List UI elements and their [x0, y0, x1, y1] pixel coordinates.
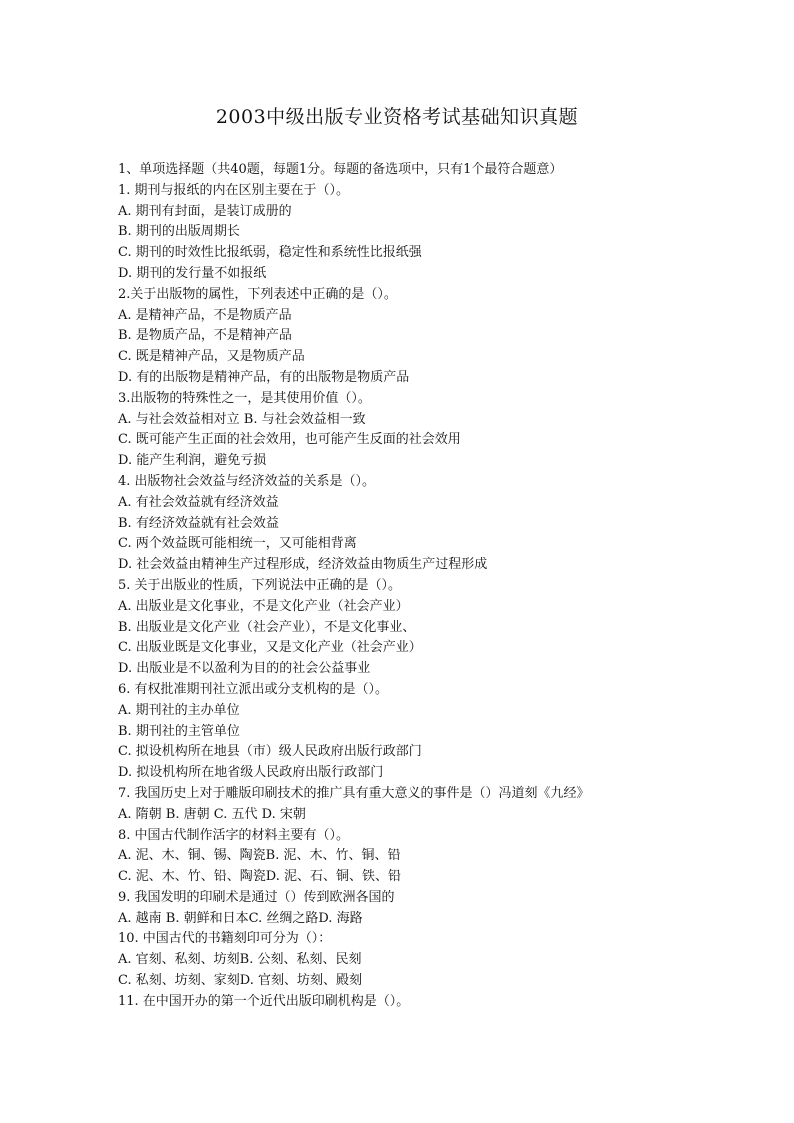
text-line: A. 隋朝 B. 唐朝 C. 五代 D. 宋朝 — [118, 806, 306, 822]
text-line: 1. 期刊与报纸的内在区别主要在于（）。 — [118, 182, 350, 198]
text-line: C. 出版业既是文化事业，又是文化产业（社会产业） — [118, 640, 422, 656]
text-line: C. 私刻、坊刻、家刻D. 官刻、坊刻、殿刻 — [118, 973, 362, 989]
text-line: B. 期刊的出版周期长 — [118, 224, 240, 240]
text-line: 3.出版物的特殊性之一，是其使用价值（）。 — [118, 390, 371, 406]
text-line: A. 泥、木、铜、锡、陶瓷B. 泥、木、竹、铜、铅 — [118, 848, 401, 864]
text-line: A. 越南 B. 朝鲜和日本C. 丝绸之路D. 海路 — [118, 910, 363, 926]
text-line: D. 拟设机构所在地省级人民政府出版行政部门 — [118, 765, 384, 781]
text-line: D. 出版业是不以盈利为目的的社会公益事业 — [118, 661, 371, 677]
text-line: 11. 在中国开办的第一个近代出版印刷机构是（）。 — [118, 993, 410, 1009]
text-line: 8. 中国古代制作活字的材料主要有（）。 — [118, 827, 350, 843]
text-line: A. 是精神产品，不是物质产品 — [118, 307, 292, 323]
text-line: 4. 出版物社会效益与经济效益的关系是（）。 — [118, 473, 376, 489]
text-line: A. 期刊有封面，是装订成册的 — [118, 203, 292, 219]
text-line: 2.关于出版物的属性，下列表述中正确的是（）。 — [118, 286, 397, 302]
text-line: D. 社会效益由精神生产过程形成，经济效益由物质生产过程形成 — [118, 557, 488, 573]
text-line: C. 两个效益既可能相统一，又可能相背离 — [118, 536, 357, 552]
text-line: A. 官刻、私刻、坊刻B. 公刻、私刻、民刻 — [118, 952, 362, 968]
text-line: 10. 中国古代的书籍刻印可分为（）： — [118, 931, 332, 947]
text-line: C. 泥、木、竹、铅、陶瓷D. 泥、石、铜、铁、铅 — [118, 869, 401, 885]
document-body — [118, 160, 768, 1013]
text-line: B. 有经济效益就有社会效益 — [118, 515, 279, 531]
text-line: C. 拟设机构所在地县（市）级人民政府出版行政部门 — [118, 744, 422, 760]
text-line: D. 有的出版物是精神产品，有的出版物是物质产品 — [118, 369, 410, 385]
text-line: 6. 有权批准期刊社立派出或分支机构的是（）。 — [118, 681, 389, 697]
text-line: C. 既可能产生正面的社会效用，也可能产生反面的社会效用 — [118, 432, 461, 448]
text-line: C. 既是精神产品，又是物质产品 — [118, 349, 305, 365]
text-line: B. 期刊社的主管单位 — [118, 723, 240, 739]
text-line: A. 期刊社的主办单位 — [118, 702, 240, 718]
text-line: 1、单项选择题（共40题，每题1分。每题的备选项中，只有1个最符合题意） — [118, 162, 563, 177]
text-line: B. 是物质产品，不是精神产品 — [118, 328, 292, 344]
text-line: A. 有社会效益就有经济效益 — [118, 494, 279, 510]
text-line: D. 能产生利润，避免亏损 — [118, 453, 267, 469]
text-line: D. 期刊的发行量不如报纸 — [118, 265, 267, 281]
text-line: B. 出版业是文化产业（社会产业），不是文化事业、 — [118, 619, 416, 635]
text-line: 7. 我国历史上对于雕版印刷技术的推广具有重大意义的事件是（）冯道刻《九经》 — [118, 785, 590, 801]
text-line: C. 期刊的时效性比报纸弱，稳定性和系统性比报纸强 — [118, 245, 422, 261]
document-title: 2003中级出版专业资格考试基础知识真题 — [215, 106, 579, 128]
text-line: 5. 关于出版业的性质，下列说法中正确的是（）。 — [118, 577, 402, 593]
text-line: 9. 我国发明的印刷术是通过（）传到欧洲各国的 — [118, 889, 395, 905]
text-line: A. 出版业是文化事业，不是文化产业（社会产业） — [118, 598, 409, 614]
text-line: A. 与社会效益相对立 B. 与社会效益相一致 — [118, 411, 366, 427]
